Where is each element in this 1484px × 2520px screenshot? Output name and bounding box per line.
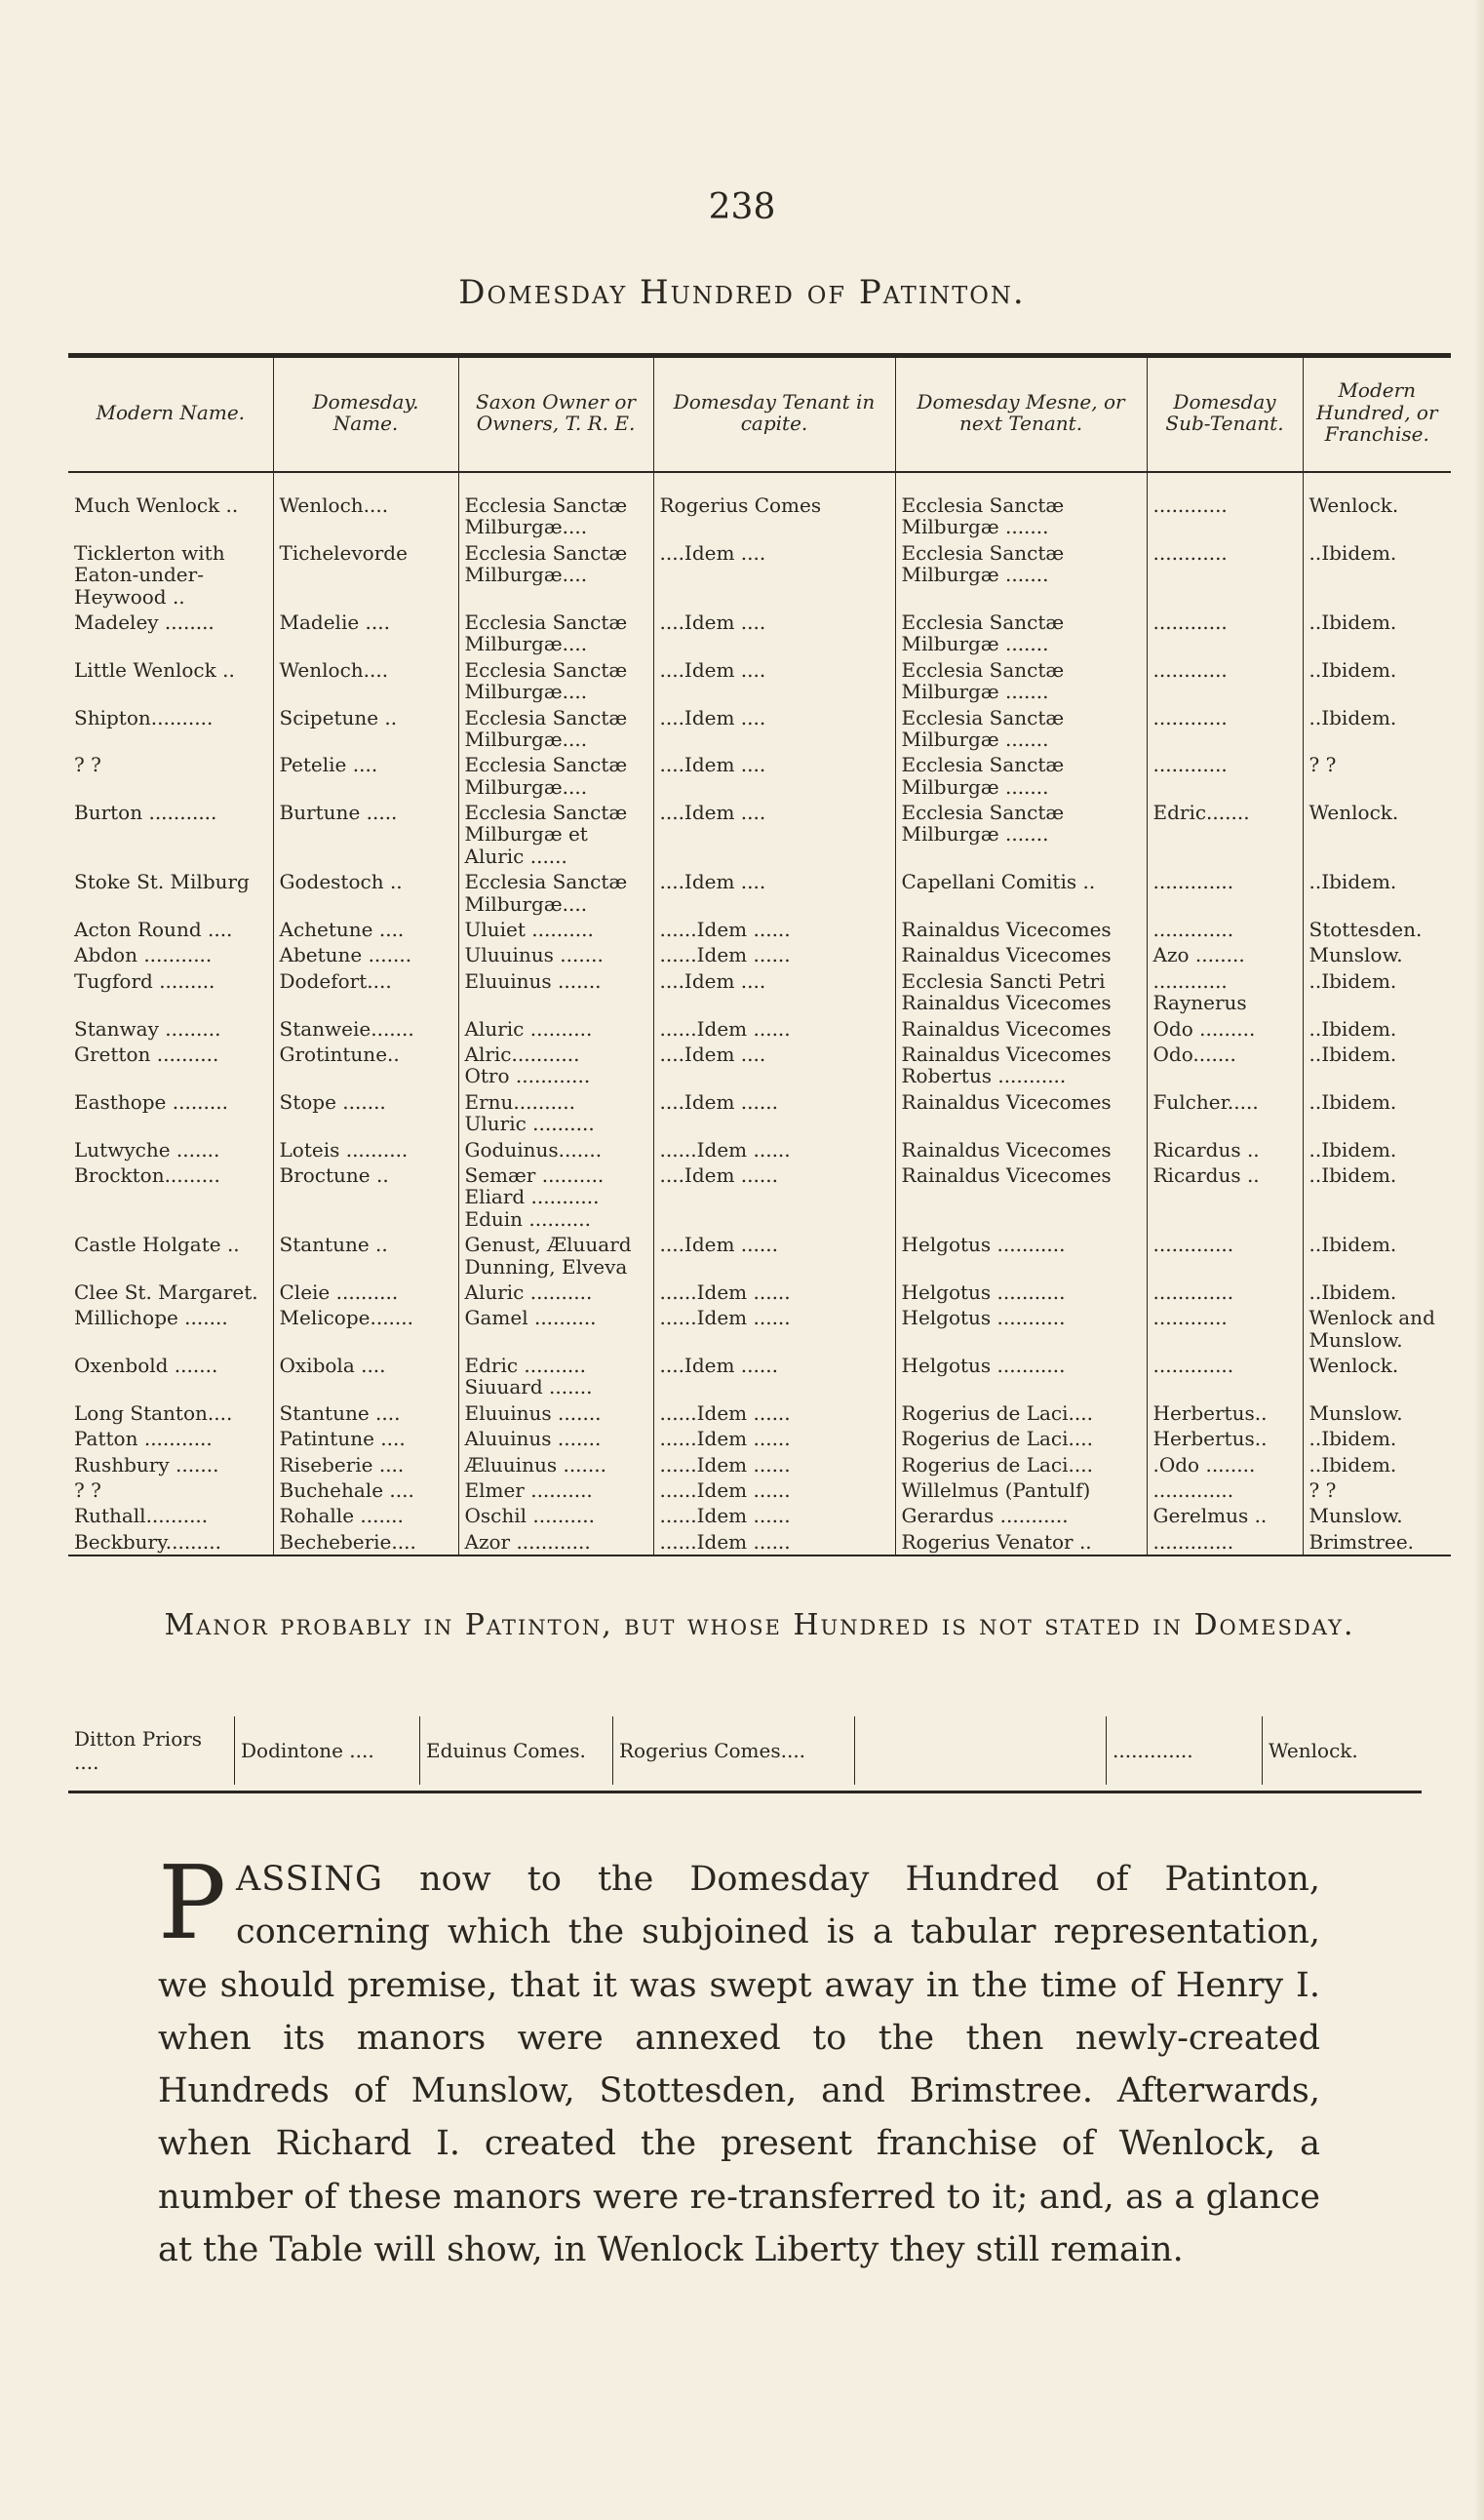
table-cell: Loteis .......... bbox=[273, 1137, 458, 1162]
table-row bbox=[68, 752, 1451, 800]
table-cell: Gerardus ........... bbox=[895, 1503, 1147, 1528]
table-cell: Rainaldus Vicecomes bbox=[895, 942, 1147, 967]
table-cell: Wenlock. bbox=[1303, 472, 1451, 540]
table-cell: Oschil .......... bbox=[458, 1503, 653, 1528]
table-cell: ............ bbox=[1147, 657, 1303, 705]
table-cell: Dodefort.... bbox=[273, 968, 458, 1016]
table-cell: Stanway ......... bbox=[74, 1016, 221, 1041]
ditton-cell: ............. bbox=[1106, 1716, 1262, 1785]
table-row bbox=[68, 1529, 1451, 1555]
table-cell: Wenlock. bbox=[1303, 1353, 1451, 1400]
table-row bbox=[68, 1503, 1451, 1528]
table-cell: Gretton .......... bbox=[74, 1042, 219, 1066]
table-cell: ............. bbox=[1147, 1280, 1303, 1305]
table-cell: ............ bbox=[1147, 472, 1303, 540]
table-cell: ....Idem ...... bbox=[653, 1353, 895, 1400]
table-cell: Wenlock. bbox=[1303, 800, 1451, 869]
table-cell: Elmer .......... bbox=[458, 1477, 653, 1503]
table-cell: Helgotus ........... bbox=[895, 1232, 1147, 1280]
table-cell: Rainaldus Vicecomes bbox=[895, 1016, 1147, 1042]
table-cell: Æluuinus ....... bbox=[458, 1452, 653, 1477]
table-row bbox=[68, 800, 1451, 869]
page-title: Domesday Hundred of Patinton. bbox=[458, 273, 1026, 312]
table-cell: Melicope....... bbox=[273, 1305, 458, 1353]
table-cell: ....Idem ...... bbox=[653, 1232, 895, 1280]
table-cell: ....Idem .... bbox=[653, 800, 895, 869]
table-cell: Ecclesia Sanctæ Milburgæ ....... bbox=[895, 472, 1147, 540]
table-cell: Much Wenlock .. bbox=[74, 493, 239, 517]
table-cell: Uluiet .......... bbox=[458, 917, 653, 942]
table-row bbox=[68, 1426, 1451, 1451]
table-cell: ......Idem ...... bbox=[653, 1137, 895, 1162]
table-cell: ............. bbox=[1147, 869, 1303, 917]
narrative-text: now to the Domesday Hundred of Patinton, concerning which the subjoined is a tabular representation, we should premise, that it was swept away in the time of Henry I. when its manors were annexed to the then newly-created Hundreds of Munslow, Stottesden, and Brimstree. Afterwards, when Richard I. created the present franchise of Wenlock, a number of these manors were re-transferred to it; and, as a glance at the Table will show, in Wenlock Liberty they still remain. bbox=[158, 1860, 1320, 2269]
table-cell: Shipton.......... bbox=[74, 705, 214, 729]
table-cell: Stantune .. bbox=[273, 1232, 458, 1280]
table-cell: ....Idem .... bbox=[653, 705, 895, 753]
table-cell: ....Idem ...... bbox=[653, 1089, 895, 1137]
table-cell: Long Stanton.... bbox=[74, 1400, 233, 1425]
table-cell: Stope ....... bbox=[273, 1089, 458, 1137]
table-cell: Ricardus .. bbox=[1147, 1137, 1303, 1162]
table-cell: ......Idem ...... bbox=[653, 1426, 895, 1451]
table-cell: ..Ibidem. bbox=[1303, 869, 1451, 917]
table-cell: Odo ......... bbox=[1147, 1016, 1303, 1042]
table-cell: ............ bbox=[1147, 610, 1303, 657]
table-row bbox=[68, 1400, 1451, 1426]
table-cell: ..Ibidem. bbox=[1303, 540, 1451, 610]
table-cell: Lutwyche ....... bbox=[74, 1137, 220, 1162]
table-header-row bbox=[68, 358, 1451, 472]
page-number: 238 bbox=[708, 187, 776, 227]
column-header: Domesday. Name. bbox=[273, 358, 458, 472]
table-cell: Achetune .... bbox=[273, 917, 458, 942]
table-cell: Castle Holgate .. bbox=[74, 1233, 240, 1257]
table-cell: ....Idem ...... bbox=[653, 1162, 895, 1232]
column-header: Domesday Mesne, or next Tenant. bbox=[895, 358, 1147, 472]
table-cell: Herbertus.. bbox=[1147, 1426, 1303, 1451]
table-cell: Helgotus ........... bbox=[895, 1280, 1147, 1305]
table-cell: Rainaldus Vicecomes bbox=[895, 1089, 1147, 1137]
table-cell: ............ bbox=[1147, 705, 1303, 753]
table-cell: ..Ibidem. bbox=[1303, 1042, 1451, 1089]
ditton-cell: Rogerius Comes.... bbox=[612, 1716, 854, 1785]
table-cell: ..Ibidem. bbox=[1303, 1137, 1451, 1162]
page-edge bbox=[1474, 0, 1484, 2520]
table-cell: Grotintune.. bbox=[273, 1042, 458, 1089]
table-cell: Brockton......... bbox=[74, 1162, 220, 1187]
table-cell: Eluuinus ....... bbox=[458, 1400, 653, 1426]
table-row bbox=[68, 1232, 1451, 1280]
table-cell: ......Idem ...... bbox=[653, 1305, 895, 1353]
table-cell: Alric........... Otro ............ bbox=[458, 1042, 653, 1089]
domesday-table-container bbox=[68, 353, 1451, 1556]
narrative-paragraph bbox=[158, 1843, 1320, 2276]
ditton-cell: Ditton Priors .... bbox=[74, 1727, 203, 1774]
table-cell: Clee St. Margaret. bbox=[74, 1280, 258, 1304]
ditton-cell: Dodintone .... bbox=[234, 1716, 419, 1785]
table-cell: Aluric .......... bbox=[458, 1280, 653, 1305]
table-cell: ............. bbox=[1147, 1477, 1303, 1503]
table-row bbox=[68, 657, 1451, 705]
table-cell: Tugford ......... bbox=[74, 968, 215, 993]
table-row bbox=[68, 1353, 1451, 1400]
table-cell: Rogerius Comes bbox=[653, 472, 895, 540]
table-cell: ..Ibidem. bbox=[1303, 1280, 1451, 1305]
table-cell: Rogerius de Laci.... bbox=[895, 1400, 1147, 1426]
table-cell: ............. bbox=[1147, 1232, 1303, 1280]
table-row bbox=[68, 1305, 1451, 1353]
table-cell: Munslow. bbox=[1303, 1400, 1451, 1426]
table-cell: ..Ibidem. bbox=[1303, 1426, 1451, 1451]
table-cell: ......Idem ...... bbox=[653, 1280, 895, 1305]
table-cell: Burton ........... bbox=[74, 801, 217, 825]
table-cell: Rainaldus Vicecomes Robertus ........... bbox=[895, 1042, 1147, 1089]
table-cell: Edric....... bbox=[1147, 800, 1303, 869]
table-cell: ......Idem ...... bbox=[653, 1400, 895, 1426]
table-cell: ............ bbox=[1147, 1305, 1303, 1353]
table-row bbox=[68, 1477, 1451, 1503]
table-cell: ......Idem ...... bbox=[653, 942, 895, 967]
table-cell: Ecclesia Sanctæ Milburgæ.... bbox=[458, 540, 653, 610]
table-row bbox=[68, 968, 1451, 1016]
domesday-table bbox=[68, 358, 1451, 1555]
table-cell: ..Ibidem. bbox=[1303, 1452, 1451, 1477]
table-cell: Ecclesia Sanctæ Milburgæ ....... bbox=[895, 610, 1147, 657]
table-cell: ....Idem .... bbox=[653, 968, 895, 1016]
table-cell: .Odo ........ bbox=[1147, 1452, 1303, 1477]
table-cell: Buchehale .... bbox=[273, 1477, 458, 1503]
table-cell: ..Ibidem. bbox=[1303, 1232, 1451, 1280]
table-cell: Ricardus .. bbox=[1147, 1162, 1303, 1232]
table-cell: Scipetune .. bbox=[273, 705, 458, 753]
table-cell: ..Ibidem. bbox=[1303, 1162, 1451, 1232]
table-cell: ? ? bbox=[1303, 1477, 1451, 1503]
table-cell: Ecclesia Sanctæ Milburgæ.... bbox=[458, 705, 653, 753]
bottom-rule bbox=[68, 1555, 1451, 1556]
table-cell: Ecclesia Sanctæ Milburgæ ....... bbox=[895, 752, 1147, 800]
table-cell: ............. bbox=[1147, 1529, 1303, 1555]
table-cell: Ticklerton with Eaton-under- Heywood .. bbox=[74, 540, 225, 609]
table-cell: Eluuinus ....... bbox=[458, 968, 653, 1016]
table-cell: Ruthall.......... bbox=[74, 1504, 209, 1528]
lead-word: ASSING bbox=[235, 1860, 384, 1899]
table-cell: Oxenbold ....... bbox=[74, 1354, 218, 1378]
table-cell: Capellani Comitis .. bbox=[895, 869, 1147, 917]
table-cell: Herbertus.. bbox=[1147, 1400, 1303, 1426]
table-cell: ......Idem ...... bbox=[653, 1503, 895, 1528]
table-cell: Riseberie .... bbox=[273, 1452, 458, 1477]
table-cell: Brimstree. bbox=[1303, 1529, 1451, 1555]
table-cell: ..Ibidem. bbox=[1303, 705, 1451, 753]
table-row bbox=[68, 917, 1451, 942]
table-cell: Wenlock and Munslow. bbox=[1303, 1305, 1451, 1353]
column-header: Domesday Tenant in capite. bbox=[653, 358, 895, 472]
table-cell: Helgotus ........... bbox=[895, 1305, 1147, 1353]
table-cell: ......Idem ...... bbox=[653, 1477, 895, 1503]
table-cell: Abdon ........... bbox=[74, 943, 213, 967]
table-cell: Millichope ....... bbox=[74, 1306, 228, 1330]
table-cell: ? ? bbox=[1303, 752, 1451, 800]
table-row bbox=[68, 540, 1451, 610]
table-body bbox=[68, 472, 1451, 1555]
ditton-priors-row bbox=[68, 1716, 1422, 1785]
table-cell: Ernu.......... Uluric .......... bbox=[458, 1089, 653, 1137]
table-cell: Ecclesia Sanctæ Milburgæ ....... bbox=[895, 705, 1147, 753]
table-cell: Stottesden. bbox=[1303, 917, 1451, 942]
table-cell: Aluuinus ....... bbox=[458, 1426, 653, 1451]
table-cell: Madelie .... bbox=[273, 610, 458, 657]
table-cell: Abetune ....... bbox=[273, 942, 458, 967]
table-cell: Wenloch.... bbox=[273, 472, 458, 540]
table-cell: Ecclesia Sanctæ Milburgæ.... bbox=[458, 869, 653, 917]
table-cell: Stanweie....... bbox=[273, 1016, 458, 1042]
table-cell: Cleie .......... bbox=[273, 1280, 458, 1305]
table-cell: Wenloch.... bbox=[273, 657, 458, 705]
table-cell: ..Ibidem. bbox=[1303, 1089, 1451, 1137]
ditton-cell: Eduinus Comes. bbox=[419, 1716, 612, 1785]
table-cell: Petelie .... bbox=[273, 752, 458, 800]
table-cell: Stoke St. Milburg bbox=[74, 870, 250, 894]
column-header: Saxon Owner or Owners, T. R. E. bbox=[458, 358, 653, 472]
table-row bbox=[68, 1452, 1451, 1477]
drop-cap: P bbox=[158, 1843, 226, 1962]
table-row bbox=[68, 1042, 1451, 1089]
column-header: Modern Name. bbox=[68, 358, 273, 472]
table-cell: ............. bbox=[1147, 917, 1303, 942]
table-cell: Stantune .... bbox=[273, 1400, 458, 1426]
table-cell: Odo....... bbox=[1147, 1042, 1303, 1089]
table-cell: Uluuinus ....... bbox=[458, 942, 653, 967]
table-row bbox=[68, 942, 1451, 967]
table-row bbox=[68, 1162, 1451, 1232]
table-cell: ....Idem .... bbox=[653, 869, 895, 917]
table-cell: ....Idem .... bbox=[653, 1042, 895, 1089]
table-cell: Rainaldus Vicecomes bbox=[895, 1162, 1147, 1232]
table-cell: Ecclesia Sancti Petri Rainaldus Vicecomes bbox=[895, 968, 1147, 1016]
table-cell: Little Wenlock .. bbox=[74, 657, 235, 682]
column-header: Modern Hundred, or Franchise. bbox=[1303, 358, 1451, 472]
table-cell: ......Idem ...... bbox=[653, 1529, 895, 1555]
table-row bbox=[68, 1016, 1451, 1042]
table-cell: ......Idem ...... bbox=[653, 1452, 895, 1477]
ditton-cell: Wenlock. bbox=[1262, 1716, 1422, 1785]
table-cell: Ecclesia Sanctæ Milburgæ.... bbox=[458, 752, 653, 800]
table-cell: Azo ........ bbox=[1147, 942, 1303, 967]
ditton-rule bbox=[68, 1791, 1422, 1793]
table-cell: Genust, Æluuard Dunning, Elveva bbox=[458, 1232, 653, 1280]
table-row bbox=[68, 1089, 1451, 1137]
table-cell: ..Ibidem. bbox=[1303, 968, 1451, 1016]
table-row bbox=[68, 705, 1451, 753]
table-cell: ............ Raynerus bbox=[1147, 968, 1303, 1016]
table-cell: ......Idem ...... bbox=[653, 1016, 895, 1042]
table-cell: ............. bbox=[1147, 1353, 1303, 1400]
table-cell: Helgotus ........... bbox=[895, 1353, 1147, 1400]
table-cell: Rainaldus Vicecomes bbox=[895, 917, 1147, 942]
table-cell: Broctune .. bbox=[273, 1162, 458, 1232]
table-cell: ....Idem .... bbox=[653, 540, 895, 610]
table-cell: Munslow. bbox=[1303, 942, 1451, 967]
table-cell: ....Idem .... bbox=[653, 610, 895, 657]
table-cell: Edric .......... Siuuard ....... bbox=[458, 1353, 653, 1400]
table-cell: Madeley ........ bbox=[74, 610, 215, 634]
table-cell: ..Ibidem. bbox=[1303, 657, 1451, 705]
table-row bbox=[68, 1280, 1451, 1305]
table-cell: ? ? bbox=[74, 1478, 101, 1503]
table-cell: Ecclesia Sanctæ Milburgæ.... bbox=[458, 657, 653, 705]
column-header: Domesday Sub-Tenant. bbox=[1147, 358, 1303, 472]
table-cell: Fulcher..... bbox=[1147, 1089, 1303, 1137]
table-cell: Ecclesia Sanctæ Milburgæ.... bbox=[458, 472, 653, 540]
table-cell: Burtune ..... bbox=[273, 800, 458, 869]
table-cell: Patton ........... bbox=[74, 1427, 213, 1451]
table-cell: Ecclesia Sanctæ Milburgæ ....... bbox=[895, 800, 1147, 869]
table-cell: Ecclesia Sanctæ Milburgæ.... bbox=[458, 610, 653, 657]
table-cell: Goduinus....... bbox=[458, 1137, 653, 1162]
table-cell: ..Ibidem. bbox=[1303, 1016, 1451, 1042]
table-row bbox=[68, 472, 1451, 540]
table-cell: Rogerius de Laci.... bbox=[895, 1452, 1147, 1477]
table-cell: Willelmus (Pantulf) bbox=[895, 1477, 1147, 1503]
table-cell: Tichelevorde bbox=[273, 540, 458, 610]
table-cell: Gamel .......... bbox=[458, 1305, 653, 1353]
table-cell: Aluric .......... bbox=[458, 1016, 653, 1042]
table-cell: Semær .......... Eliard ........... Eduin .......... bbox=[458, 1162, 653, 1232]
table-cell: Ecclesia Sanctæ Milburgæ ....... bbox=[895, 540, 1147, 610]
table-cell: ? ? bbox=[74, 753, 101, 777]
table-cell: Rushbury ....... bbox=[74, 1452, 219, 1477]
table-cell: ....Idem .... bbox=[653, 752, 895, 800]
table-cell: Rainaldus Vicecomes bbox=[895, 1137, 1147, 1162]
table-cell: ..Ibidem. bbox=[1303, 610, 1451, 657]
table-cell: ............ bbox=[1147, 540, 1303, 610]
table-row bbox=[68, 610, 1451, 657]
table-cell: Rohalle ....... bbox=[273, 1503, 458, 1528]
table-cell: ............ bbox=[1147, 752, 1303, 800]
table-cell: Oxibola .... bbox=[273, 1353, 458, 1400]
table-cell: Gerelmus .. bbox=[1147, 1503, 1303, 1528]
table-cell: Godestoch .. bbox=[273, 869, 458, 917]
section-subtitle: Manor probably in Patinton, but whose Hundred is not stated in Domesday. bbox=[164, 1608, 1355, 1642]
table-cell: ....Idem .... bbox=[653, 657, 895, 705]
table-cell: Ecclesia Sanctæ Milburgæ ....... bbox=[895, 657, 1147, 705]
table-cell: ......Idem ...... bbox=[653, 917, 895, 942]
table-cell: Acton Round .... bbox=[74, 918, 233, 942]
table-cell: Munslow. bbox=[1303, 1503, 1451, 1528]
table-cell: Rogerius de Laci.... bbox=[895, 1426, 1147, 1451]
ditton-cell bbox=[854, 1716, 1106, 1785]
table-row bbox=[68, 869, 1451, 917]
table-cell: Becheberie.... bbox=[273, 1529, 458, 1555]
table-cell: Azor ............ bbox=[458, 1529, 653, 1555]
table-cell: Ecclesia Sanctæ Milburgæ et Aluric ...... bbox=[458, 800, 653, 869]
table-cell: Rogerius Venator .. bbox=[895, 1529, 1147, 1555]
table-cell: Patintune .... bbox=[273, 1426, 458, 1451]
table-cell: Beckbury......... bbox=[74, 1529, 221, 1554]
table-row bbox=[68, 1137, 1451, 1162]
table-cell: Easthope ......... bbox=[74, 1089, 228, 1114]
